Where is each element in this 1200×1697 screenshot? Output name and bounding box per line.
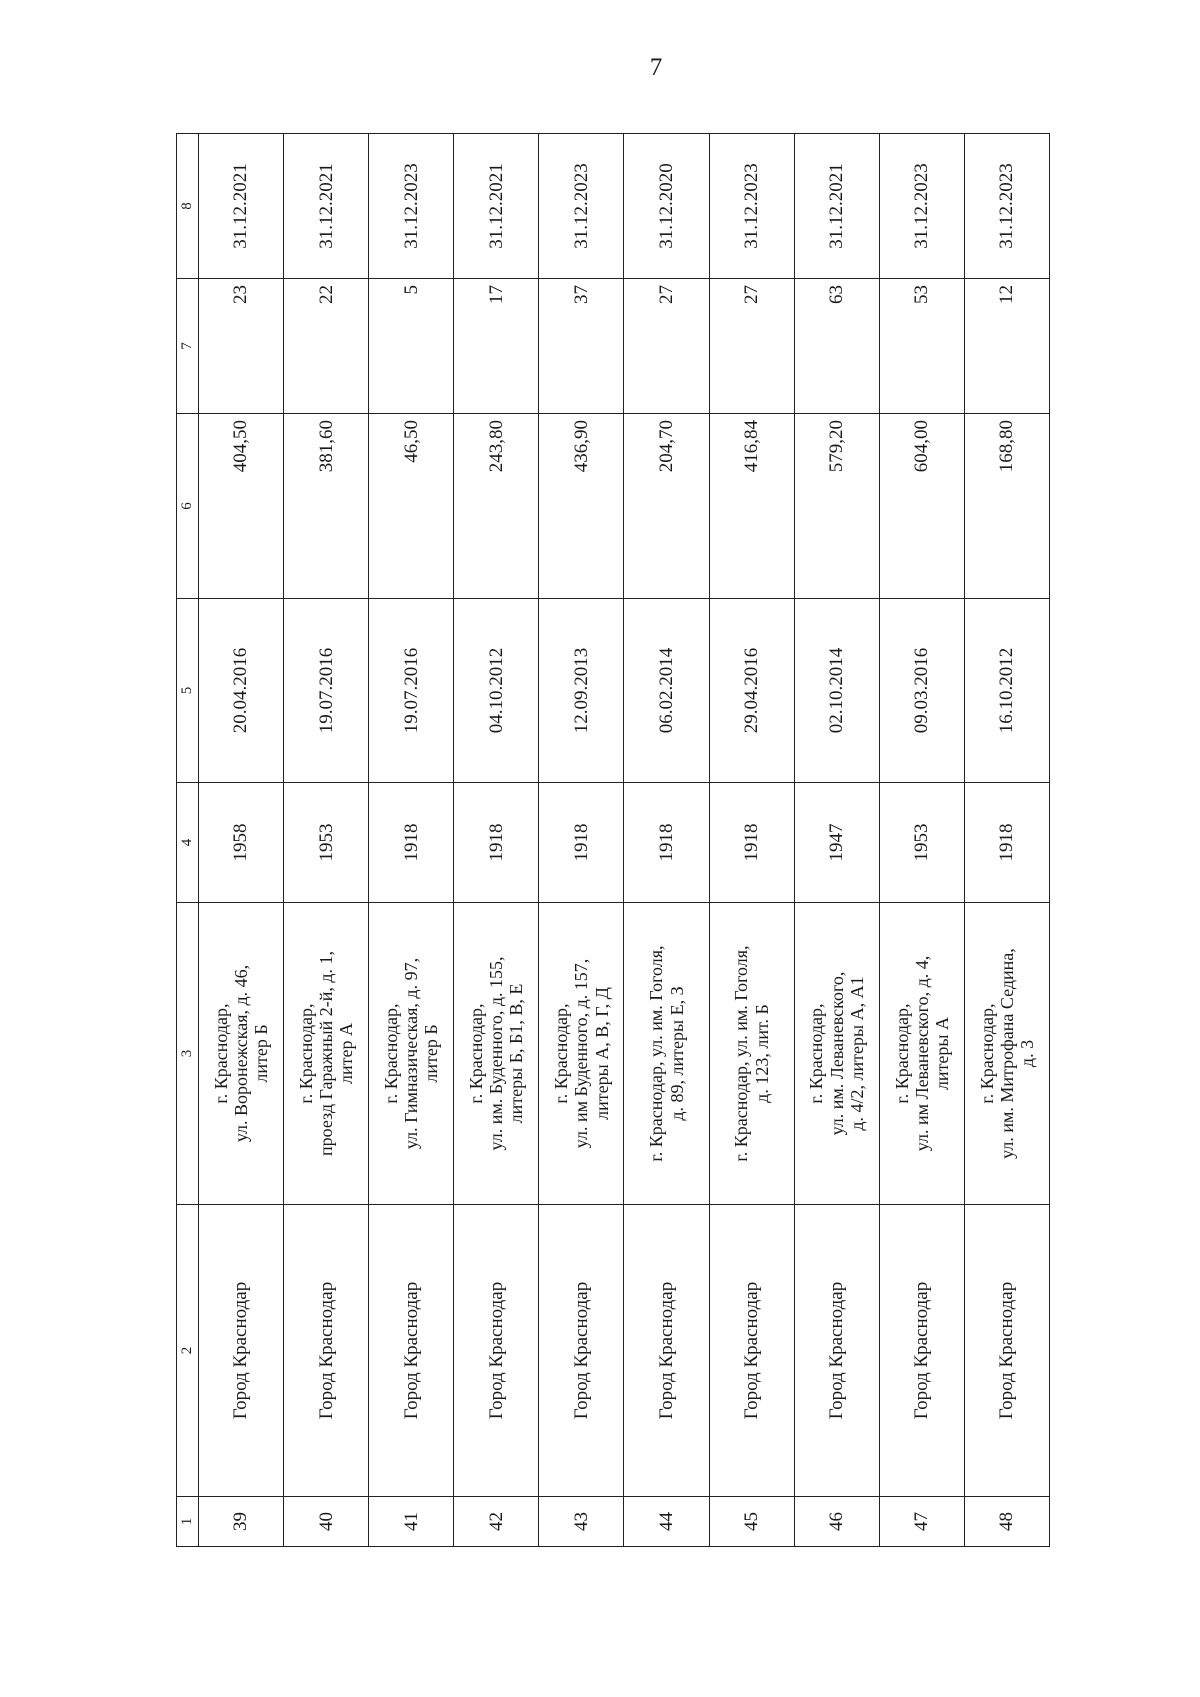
column-number-cell: 6 (177, 414, 199, 599)
count-cell: 53 (879, 279, 964, 414)
area-cell: 416,84 (709, 414, 794, 599)
municipality-cell: Город Краснодар (199, 1205, 284, 1497)
count-cell: 22 (284, 279, 369, 414)
address-cell: г. Краснодар, ул. Гимназическая, д. 97, литер Б (369, 903, 454, 1205)
year-cell: 1918 (454, 783, 539, 903)
year-cell: 1918 (624, 783, 709, 903)
area-cell: 604,00 (879, 414, 964, 599)
deadline-cell: 31.12.2021 (284, 134, 369, 279)
date-cell: 20.04.2016 (199, 599, 284, 783)
date-cell: 16.10.2012 (964, 599, 1049, 783)
year-cell: 1953 (879, 783, 964, 903)
column-number-cell: 3 (177, 903, 199, 1205)
row-number-cell: 44 (624, 1497, 709, 1547)
area-cell: 204,70 (624, 414, 709, 599)
municipality-cell: Город Краснодар (794, 1205, 879, 1497)
year-cell: 1918 (709, 783, 794, 903)
row-number-cell: 45 (709, 1497, 794, 1547)
row-number-cell: 46 (794, 1497, 879, 1547)
count-cell: 23 (199, 279, 284, 414)
municipality-cell: Город Краснодар (964, 1205, 1049, 1497)
count-cell: 17 (454, 279, 539, 414)
table-row (539, 134, 624, 1547)
count-cell: 27 (624, 279, 709, 414)
row-number-cell: 43 (539, 1497, 624, 1547)
deadline-cell: 31.12.2023 (879, 134, 964, 279)
table-row (964, 134, 1049, 1547)
count-cell: 12 (964, 279, 1049, 414)
municipality-cell: Город Краснодар (709, 1205, 794, 1497)
column-number-cell: 4 (177, 783, 199, 903)
area-cell: 243,80 (454, 414, 539, 599)
column-number-row (177, 134, 199, 1547)
area-cell: 404,50 (199, 414, 284, 599)
year-cell: 1918 (539, 783, 624, 903)
municipality-cell: Город Краснодар (284, 1205, 369, 1497)
column-number-cell: 7 (177, 279, 199, 414)
area-cell: 579,20 (794, 414, 879, 599)
address-cell: г. Краснодар, ул. им. Гоголя, д. 123, лит. Б (709, 903, 794, 1205)
area-cell: 436,90 (539, 414, 624, 599)
deadline-cell: 31.12.2023 (964, 134, 1049, 279)
row-number-cell: 40 (284, 1497, 369, 1547)
area-cell: 381,60 (284, 414, 369, 599)
table-row (199, 134, 284, 1547)
count-cell: 27 (709, 279, 794, 414)
area-cell: 168,80 (964, 414, 1049, 599)
row-number-cell: 47 (879, 1497, 964, 1547)
row-number-cell: 42 (454, 1497, 539, 1547)
table-row (454, 134, 539, 1547)
deadline-cell: 31.12.2023 (539, 134, 624, 279)
date-cell: 19.07.2016 (284, 599, 369, 783)
year-cell: 1918 (369, 783, 454, 903)
count-cell: 5 (369, 279, 454, 414)
column-number-cell: 1 (177, 1497, 199, 1547)
register-table-rotated (176, 134, 1048, 1547)
address-cell: г. Краснодар, ул. им. Буденного, д. 155, литеры Б, Б1, В, Е (454, 903, 539, 1205)
deadline-cell: 31.12.2023 (709, 134, 794, 279)
year-cell: 1958 (199, 783, 284, 903)
table-row (369, 134, 454, 1547)
address-cell: г. Краснодар, ул. им Леваневского, д. 4, литеры А (879, 903, 964, 1205)
area-cell: 46,50 (369, 414, 454, 599)
year-cell: 1947 (794, 783, 879, 903)
count-cell: 37 (539, 279, 624, 414)
address-cell: г. Краснодар, проезд Гаражный 2-й, д. 1, литер А (284, 903, 369, 1205)
deadline-cell: 31.12.2020 (624, 134, 709, 279)
register-table (176, 133, 1050, 1547)
year-cell: 1918 (964, 783, 1049, 903)
address-cell: г. Краснодар, ул. им Буденного, д. 157, литеры А, В, Г, Д (539, 903, 624, 1205)
date-cell: 06.02.2014 (624, 599, 709, 783)
municipality-cell: Город Краснодар (369, 1205, 454, 1497)
row-number-cell: 41 (369, 1497, 454, 1547)
column-number-cell: 5 (177, 599, 199, 783)
count-cell: 63 (794, 279, 879, 414)
municipality-cell: Город Краснодар (879, 1205, 964, 1497)
deadline-cell: 31.12.2021 (199, 134, 284, 279)
date-cell: 19.07.2016 (369, 599, 454, 783)
municipality-cell: Город Краснодар (454, 1205, 539, 1497)
address-cell: г. Краснодар, ул. им. Митрофана Седина, д. 3 (964, 903, 1049, 1205)
table-row (879, 134, 964, 1547)
row-number-cell: 48 (964, 1497, 1049, 1547)
date-cell: 29.04.2016 (709, 599, 794, 783)
table-row (624, 134, 709, 1547)
page-number: 7 (649, 54, 663, 81)
row-number-cell: 39 (199, 1497, 284, 1547)
municipality-cell: Город Краснодар (539, 1205, 624, 1497)
deadline-cell: 31.12.2021 (454, 134, 539, 279)
table-body (177, 134, 1050, 1547)
date-cell: 02.10.2014 (794, 599, 879, 783)
column-number-cell: 8 (177, 134, 199, 279)
column-number-cell: 2 (177, 1205, 199, 1497)
address-cell: г. Краснодар, ул. им. Гоголя, д. 89, литеры Е, З (624, 903, 709, 1205)
table-row (284, 134, 369, 1547)
date-cell: 04.10.2012 (454, 599, 539, 783)
table-row (709, 134, 794, 1547)
date-cell: 09.03.2016 (879, 599, 964, 783)
deadline-cell: 31.12.2023 (369, 134, 454, 279)
address-cell: г. Краснодар, ул. им. Леваневского, д. 4/2, литеры А, А1 (794, 903, 879, 1205)
address-cell: г. Краснодар, ул. Воронежская, д. 46, литер Б (199, 903, 284, 1205)
year-cell: 1953 (284, 783, 369, 903)
table-row (794, 134, 879, 1547)
date-cell: 12.09.2013 (539, 599, 624, 783)
deadline-cell: 31.12.2021 (794, 134, 879, 279)
municipality-cell: Город Краснодар (624, 1205, 709, 1497)
